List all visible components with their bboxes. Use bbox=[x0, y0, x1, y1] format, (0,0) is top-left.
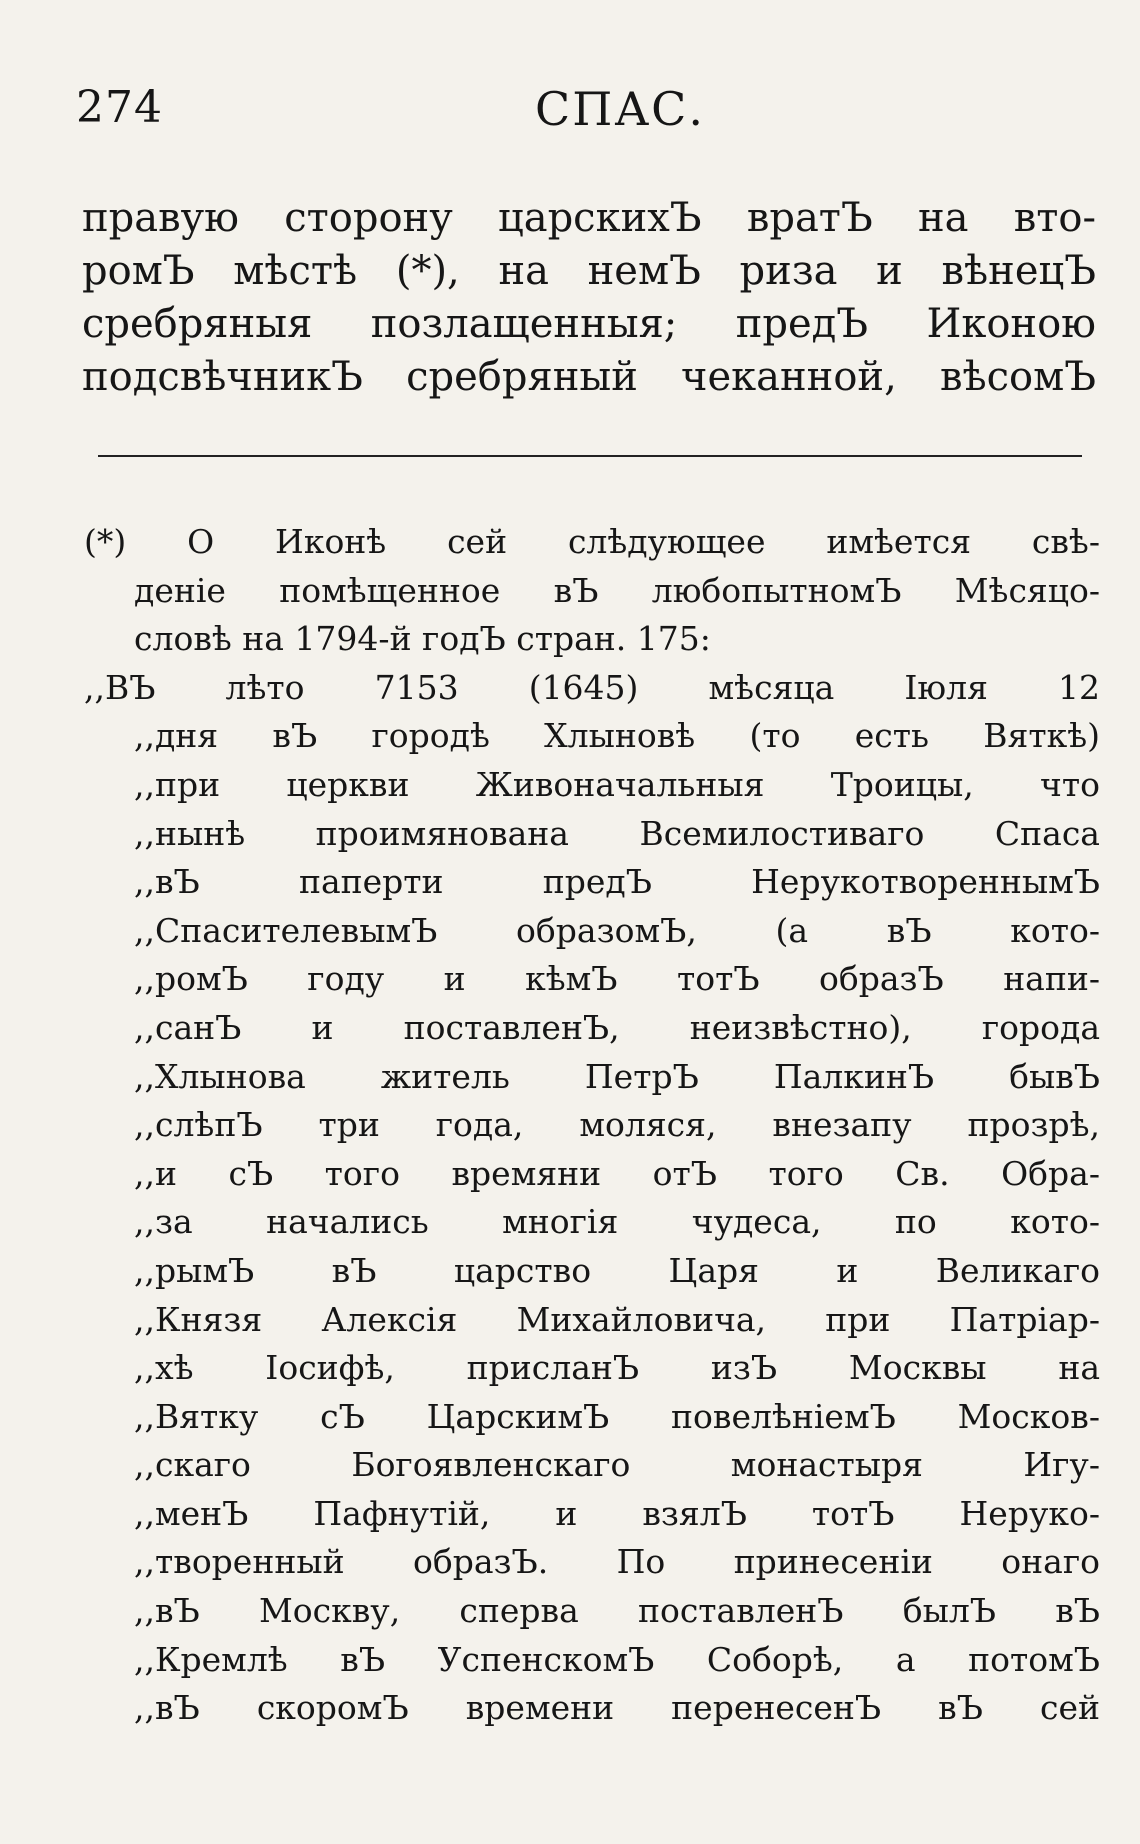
footnote-quote-line: ,,дня вЪ городѣ Хлыновѣ (то есть Вяткѣ) bbox=[134, 716, 1100, 756]
footnote-quote-line: ,,Князя Алексія Михайловича, при Патріар- bbox=[134, 1299, 1100, 1339]
footnote-quote-line: ,,вЪ скоромЪ времени перенесенЪ вЪ сей bbox=[134, 1688, 1100, 1728]
footnote-line: деніе помѣщенное вЪ любопытномЪ Мѣсяцо- bbox=[134, 570, 1100, 610]
footnote-quote-line: ,,при церкви Живоначальныя Троицы, что bbox=[134, 764, 1100, 804]
footnote-quote-line: ,,скаго Богоявленскаго монастыря Игу- bbox=[134, 1445, 1100, 1485]
footnote-quote-line: ,,рымЪ вЪ царство Царя и Великаго bbox=[134, 1250, 1100, 1290]
running-title: СПАС. bbox=[535, 82, 705, 136]
footnote-line: (*) О Иконѣ сей слѣдующее имѣется свѣ- bbox=[84, 522, 1100, 561]
footnote-quote-line: ,,творенный образЪ. По принесеніи онаго bbox=[134, 1542, 1100, 1582]
footnote-quote-line: ,,хѣ Іосифѣ, присланЪ изЪ Москвы на bbox=[134, 1348, 1100, 1388]
footnote-quote-line: ,,Кремлѣ вЪ УспенскомЪ Соборѣ, а потомЪ bbox=[134, 1639, 1100, 1679]
footnote-quote-line: ,,нынѣ проимянована Всемилостиваго Спаса bbox=[134, 813, 1100, 853]
footnote-quote-line: ,,вЪ паперти предЪ НерукотвореннымЪ bbox=[134, 862, 1100, 902]
main-text-line: подсвѣчникЪ сребряный чеканной, вѣсомЪ bbox=[82, 354, 1096, 400]
main-text-line: правую сторону царскихЪ вратЪ на вто- bbox=[82, 195, 1096, 241]
page-header bbox=[70, 82, 1100, 152]
footnote-quote-line: ,,за начались многія чудеса, по кото- bbox=[134, 1202, 1100, 1242]
footnote-quote-line: ,,ромЪ году и кѣмЪ тотЪ образЪ напи- bbox=[134, 959, 1100, 999]
main-text-line: сребряныя позлащенныя; предЪ Иконою bbox=[82, 301, 1096, 347]
footnote-quote-line: ,,СпасителевымЪ образомЪ, (а вЪ кото- bbox=[134, 910, 1100, 950]
footnote-quote-line: ,,Вятку сЪ ЦарскимЪ повелѣніемЪ Москов- bbox=[134, 1396, 1100, 1436]
footnote-quote-line: ,,менЪ Пафнутій, и взялЪ тотЪ Неруко- bbox=[134, 1493, 1100, 1533]
footnote bbox=[84, 518, 1100, 1733]
footnote-quote-line: ,,вЪ Москву, сперва поставленЪ былЪ вЪ bbox=[134, 1591, 1100, 1631]
footnote-quote-line: ,,Хлынова житель ПетрЪ ПалкинЪ бывЪ bbox=[134, 1056, 1100, 1096]
footnote-quote-line: ,,санЪ и поставленЪ, неизвѣстно), города bbox=[134, 1007, 1100, 1047]
footnote-quote-line: ,,ВЪ лѣто 7153 (1645) мѣсяца Іюля 12 bbox=[84, 667, 1100, 707]
page-number: 274 bbox=[76, 82, 163, 133]
main-text-line: ромЪ мѣстѣ (*), на немЪ риза и вѣнецЪ bbox=[82, 248, 1096, 294]
main-text bbox=[82, 192, 1096, 404]
footnote-line: словѣ на 1794-й годЪ стран. 175: bbox=[134, 619, 711, 659]
footnote-quote-line: ,,и сЪ того времяни отЪ того Св. Обра- bbox=[134, 1153, 1100, 1193]
footnote-quote-line: ,,слѣпЪ три года, моляся, внезапу прозрѣ, bbox=[134, 1105, 1100, 1145]
footnote-divider bbox=[98, 455, 1082, 457]
